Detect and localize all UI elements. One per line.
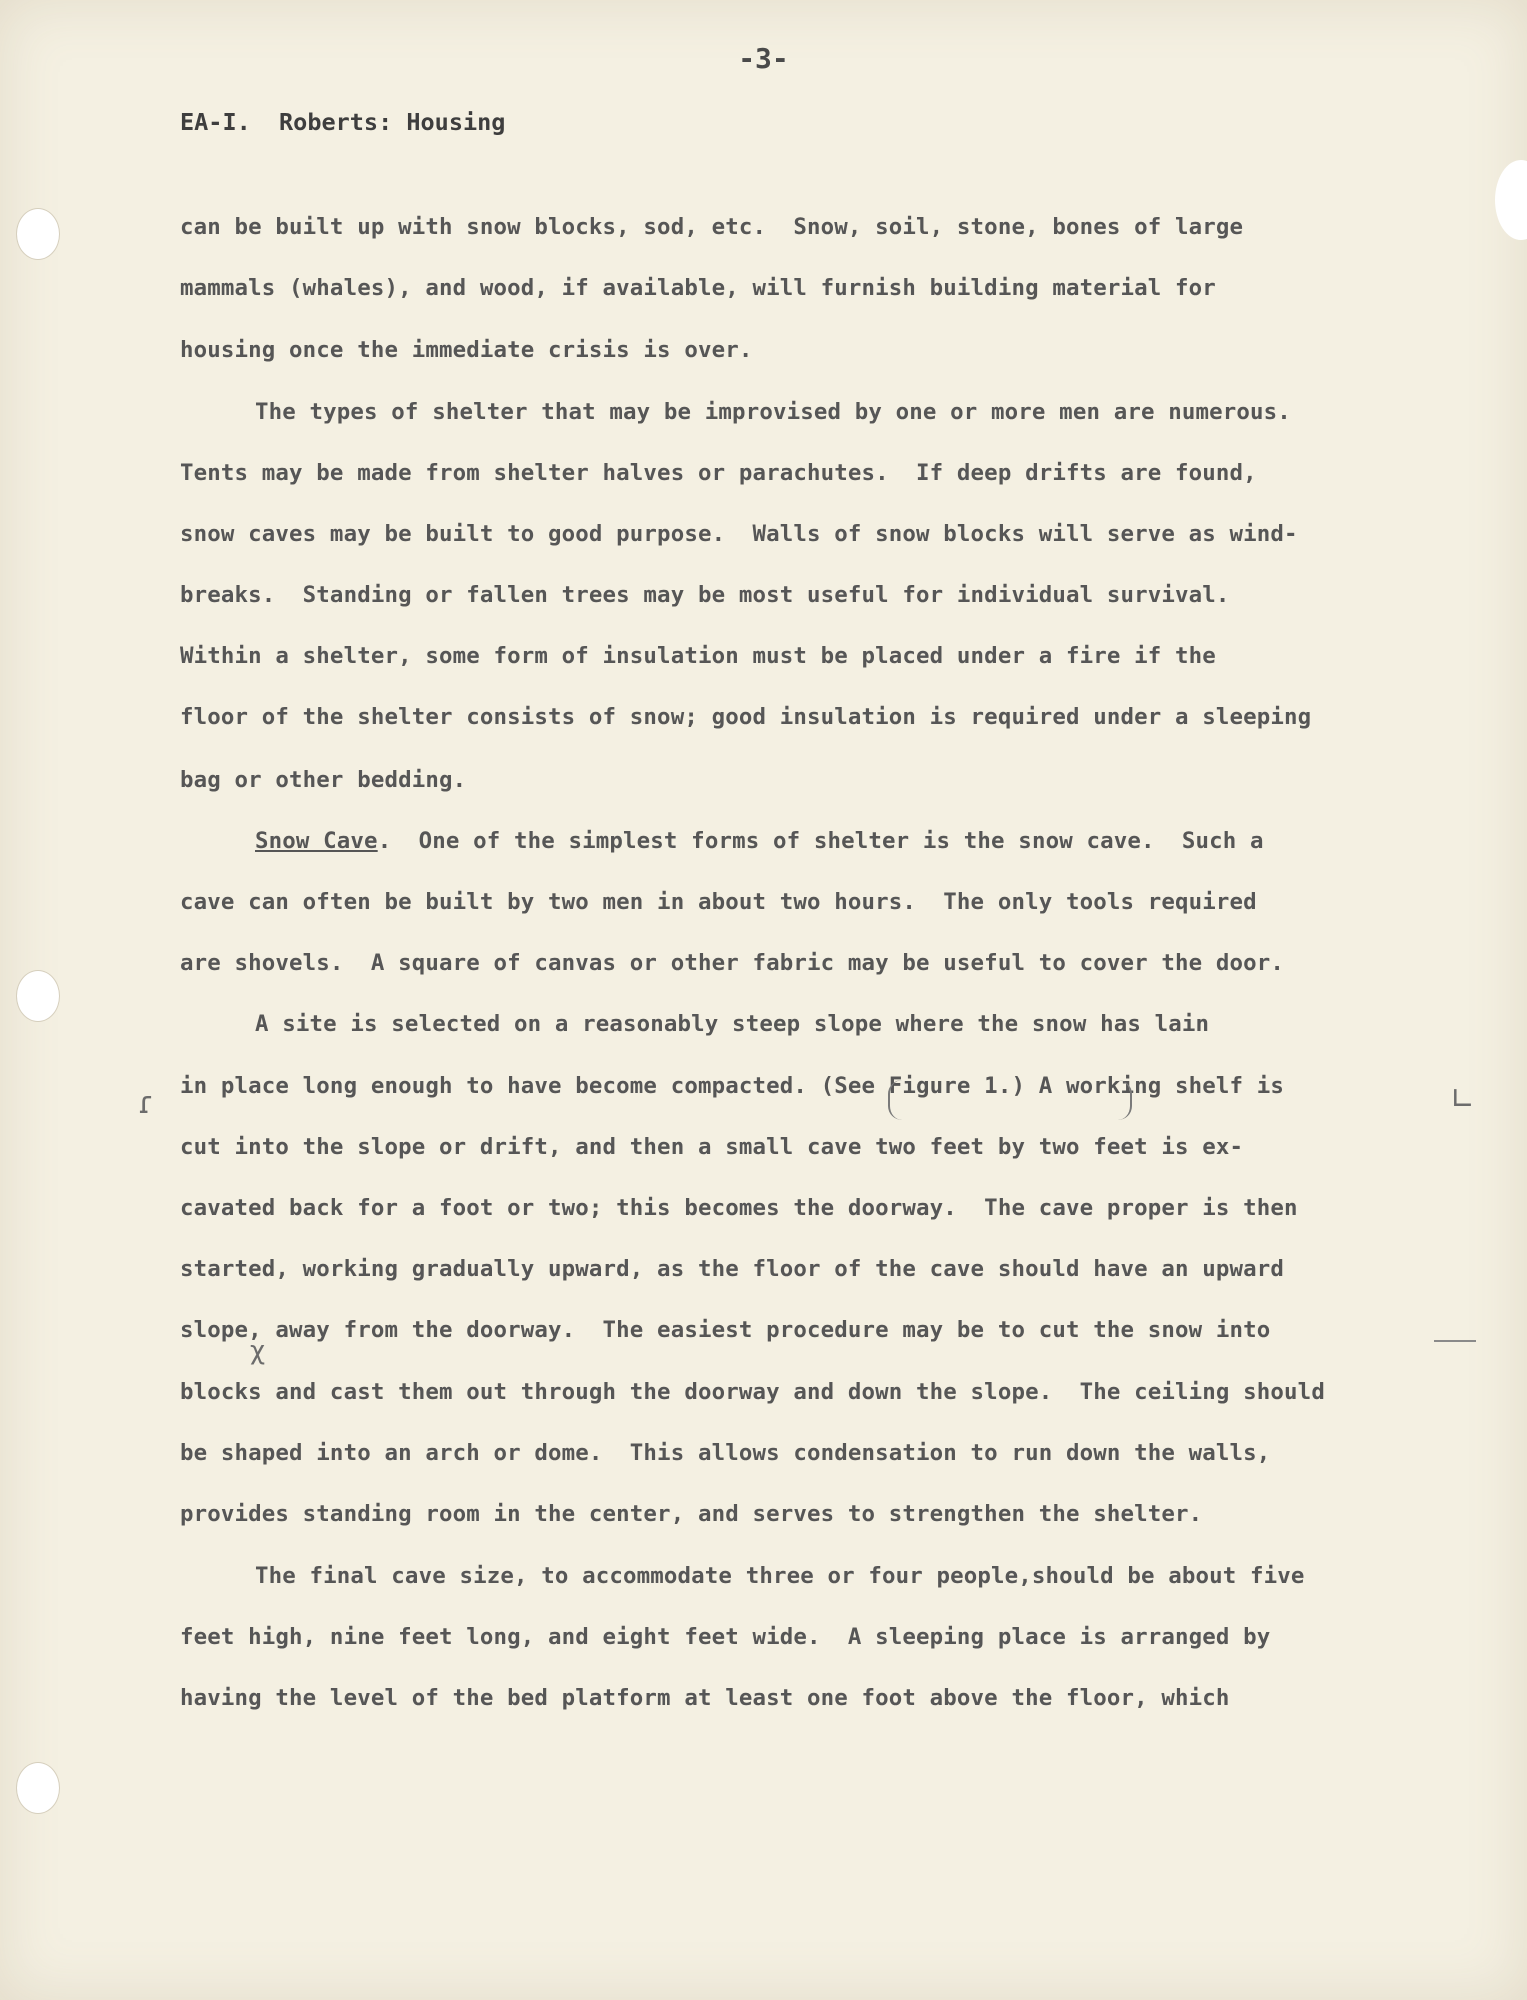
text-line-content: in place long enough to have become compacted. (See Figure 1.) A working shelf is — [180, 1073, 1285, 1099]
text-line-content: . One of the simplest forms of shelter is the snow cave. Such a — [377, 828, 1264, 854]
text-line — [180, 1130, 1243, 1164]
text-line — [180, 271, 1216, 305]
document-header: EA-I. Roberts: Housing — [180, 108, 506, 136]
text-line — [180, 1252, 1284, 1286]
text-line — [180, 763, 466, 797]
text-line — [180, 885, 1257, 919]
page-number: -3- — [738, 42, 789, 75]
caret-correction-mark: χ — [250, 1336, 266, 1366]
text-line-content: blocks and cast them out through the doorway and down the slope. The ceiling should — [180, 1379, 1325, 1405]
text-line — [255, 1559, 1305, 1593]
binder-hole-bottom — [16, 1762, 60, 1814]
text-line-content: Within a shelter, some form of insulation must be placed under a fire if the — [180, 643, 1216, 669]
text-line-content: floor of the shelter consists of snow; good insulation is required under a sleeping — [180, 704, 1312, 730]
text-line — [180, 1375, 1325, 1409]
text-line — [180, 210, 1243, 244]
handwritten-parentheses — [888, 1080, 1132, 1120]
text-line-content: Tents may be made from shelter halves or parachutes. If deep drifts are found, — [180, 460, 1257, 486]
text-line-content: snow caves may be built to good purpose. Walls of snow blocks will serve as wind- — [180, 521, 1298, 547]
text-line-content: cavated back for a foot or two; this becomes the doorway. The cave proper is then — [180, 1195, 1298, 1221]
text-line-content: breaks. Standing or fallen trees may be most useful for individual survival. — [180, 582, 1230, 608]
text-line-content: started, working gradually upward, as the floor of the cave should have an upward — [180, 1256, 1285, 1282]
text-line-content: The final cave size, to accommodate three or four people,should be about five — [255, 1563, 1305, 1589]
text-line — [180, 1313, 1270, 1347]
text-line-content: having the level of the bed platform at least one foot above the floor, which — [180, 1685, 1230, 1711]
text-line — [180, 946, 1284, 980]
text-line — [255, 395, 1291, 429]
section-heading-snow-cave: Snow Cave — [255, 828, 378, 854]
text-line — [180, 578, 1230, 612]
text-line — [180, 456, 1257, 490]
text-line — [180, 700, 1311, 734]
text-line-content: provides standing room in the center, and serves to strengthen the shelter. — [180, 1501, 1203, 1527]
text-line-content: slope, away from the doorway. The easiest procedure may be to cut the snow into — [180, 1317, 1271, 1343]
text-line-content: cut into the slope or drift, and then a small cave two feet by two feet is ex- — [180, 1134, 1244, 1160]
text-line — [180, 1681, 1230, 1715]
text-line-content: are shovels. A square of canvas or other fabric may be useful to cover the door. — [180, 950, 1285, 976]
binder-hole-middle — [16, 970, 60, 1022]
text-line-content: bag or other bedding. — [180, 767, 467, 793]
text-line-content: cave can often be built by two men in about two hours. The only tools required — [180, 889, 1257, 915]
text-line — [180, 1497, 1202, 1531]
margin-check-mark-left: ɾ — [138, 1086, 154, 1121]
text-line — [180, 1191, 1298, 1225]
text-line — [180, 1436, 1270, 1470]
text-line — [255, 824, 1264, 858]
text-line-content: be shaped into an arch or dome. This allows condensation to run down the walls, — [180, 1440, 1271, 1466]
text-line — [180, 1620, 1270, 1654]
text-line-content: A site is selected on a reasonably steep slope where the snow has lain — [255, 1011, 1210, 1037]
text-line — [255, 1007, 1209, 1041]
text-line-content: The types of shelter that may be improvised by one or more men are numerous. — [255, 399, 1291, 425]
text-line-content: feet high, nine feet long, and eight feet wide. A sleeping place is arranged by — [180, 1624, 1271, 1650]
text-line — [180, 639, 1216, 673]
binder-hole-top — [16, 208, 60, 260]
margin-check-mark-right: ∟ — [1450, 1082, 1476, 1117]
text-line-content: housing once the immediate crisis is over. — [180, 337, 753, 363]
torn-edge-notch — [1495, 160, 1527, 240]
margin-dash-mark — [1434, 1340, 1476, 1342]
text-line-content: can be built up with snow blocks, sod, etc. Snow, soil, stone, bones of large — [180, 214, 1244, 240]
text-line — [180, 517, 1298, 551]
text-line-content: mammals (whales), and wood, if available, will furnish building material for — [180, 275, 1216, 301]
text-line — [180, 333, 752, 367]
